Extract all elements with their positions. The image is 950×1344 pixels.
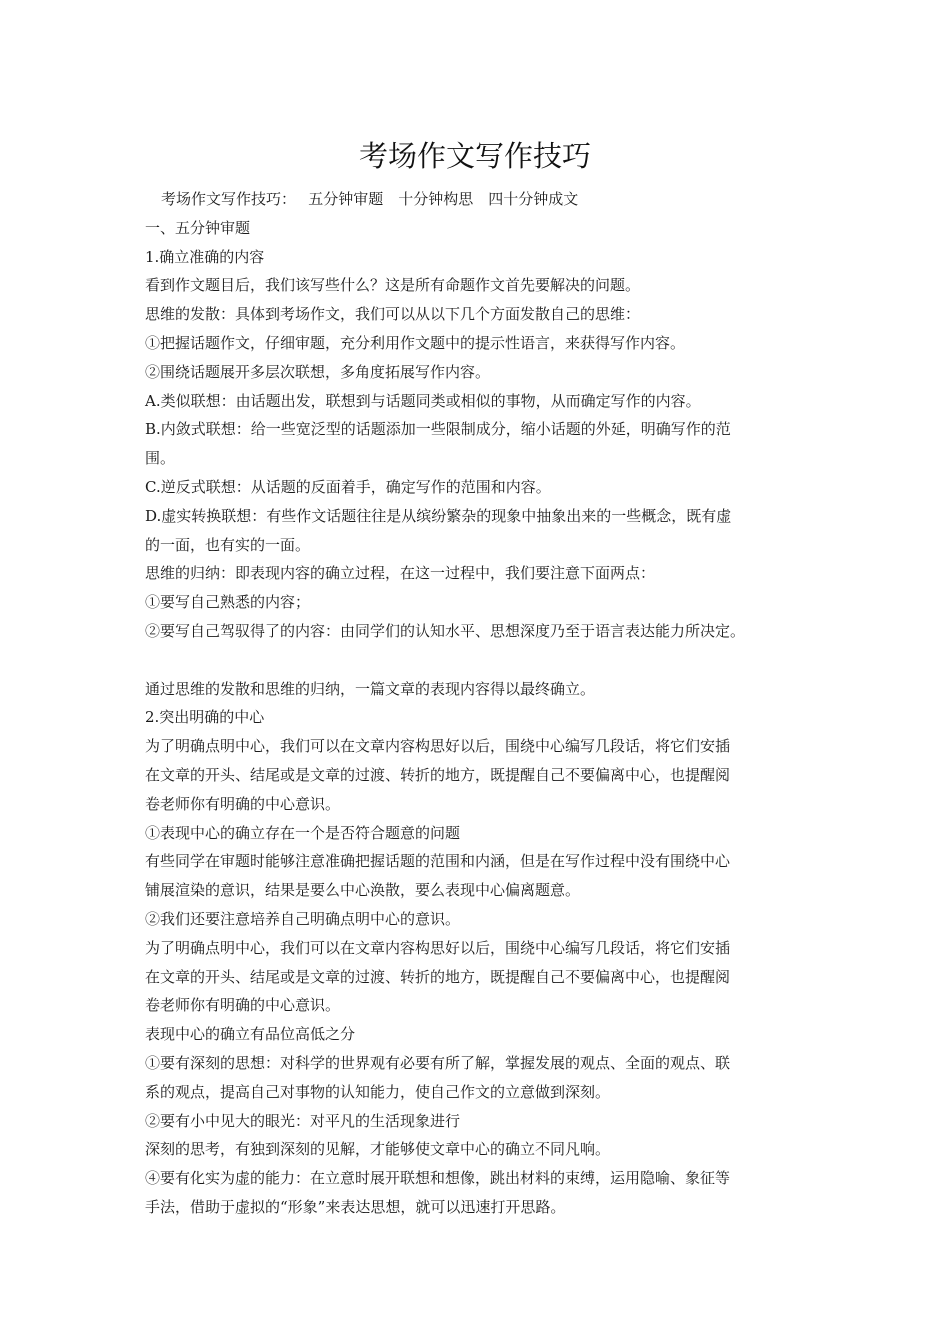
text-line: A.类似联想：由话题出发，联想到与话题同类或相似的事物，从而确定写作的内容。: [145, 391, 701, 410]
text-line: ②要有小中见大的眼光：对平凡的生活现象进行: [145, 1111, 461, 1130]
text-line: 的一面，也有实的一面。: [145, 535, 311, 554]
text-line: 看到作文题目后，我们该写些什么？这是所有命题作文首先要解决的问题。: [145, 276, 641, 295]
text-line: C.逆反式联想：从话题的反面着手，确定写作的范围和内容。: [145, 477, 551, 496]
text-line: 有些同学在审题时能够注意准确把握话题的范围和内涵，但是在写作过程中没有围绕中心: [145, 852, 731, 871]
text-line: 在文章的开头、结尾或是文章的过渡、转折的地方，既提醒自己不要偏离中心，也提醒阅: [145, 967, 731, 986]
text-line: ①表现中心的确立存在一个是否符合题意的问题: [145, 823, 461, 842]
text-line: ②要写自己驾驭得了的内容：由同学们的认知水平、思想深度乃至于语言表达能力所决定。: [145, 621, 746, 640]
document-title: 考场作文写作技巧: [358, 139, 591, 173]
text-line: 一、五分钟审题: [145, 218, 251, 237]
text-line: ①把握话题作文，仔细审题，充分利用作文题中的提示性语言，来获得写作内容。: [145, 333, 686, 352]
text-line: [145, 646, 825, 675]
text-line: 深刻的思考，有独到深刻的见解，才能够使文章中心的确立不同凡响。: [145, 1140, 611, 1159]
text-line: 卷老师你有明确的中心意识。: [145, 794, 341, 813]
text-line: B.内敛式联想：给一些宽泛型的话题添加一些限制成分，缩小话题的外延，明确写作的范: [145, 420, 731, 439]
text-line: ①要有深刻的思想：对科学的世界观有必要有所了解，掌握发展的观点、全面的观点、联: [145, 1053, 731, 1072]
text-line: 表现中心的确立有品位高低之分: [145, 1025, 356, 1044]
text-line: 思维的发散：具体到考场作文，我们可以从以下几个方面发散自己的思维：: [145, 305, 641, 324]
text-line: 系的观点，提高自己对事物的认知能力，使自己作文的立意做到深刻。: [145, 1082, 611, 1101]
text-line: 思维的归纳：即表现内容的确立过程，在这一过程中，我们要注意下面两点：: [145, 564, 656, 583]
text-line: 铺展渲染的意识，结果是要么中心涣散，要么表现中心偏离题意。: [145, 881, 581, 900]
text-line: 在文章的开头、结尾或是文章的过渡、转折的地方，既提醒自己不要偏离中心，也提醒阅: [145, 765, 731, 784]
text-line: ②我们还要注意培养自己明确点明中心的意识。: [145, 909, 461, 928]
document-body: [145, 185, 825, 1222]
text-line: 通过思维的发散和思维的归纳，一篇文章的表现内容得以最终确立。: [145, 679, 596, 698]
text-line: 为了明确点明中心，我们可以在文章内容构思好以后，围绕中心编写几段话，将它们安插: [145, 737, 731, 756]
text-line: 为了明确点明中心，我们可以在文章内容构思好以后，围绕中心编写几段话，将它们安插: [145, 938, 731, 957]
text-line: ④要有化实为虚的能力：在立意时展开联想和想像，跳出材料的束缚，运用隐喻、象征等: [145, 1169, 731, 1188]
text-line: D.虚实转换联想：有些作文话题往往是从缤纷繁杂的现象中抽象出来的一些概念，既有虚: [145, 506, 732, 525]
text-line: 围。: [145, 449, 176, 468]
intro-line: 考场作文写作技巧： 五分钟审题 十分钟构思 四十分钟成文: [161, 190, 579, 208]
text-line: ①要写自己熟悉的内容；: [145, 593, 311, 612]
text-line: 手法，借助于虚拟的“形象”来表达思想，就可以迅速打开思路。: [145, 1197, 566, 1216]
text-line: 卷老师你有明确的中心意识。: [145, 996, 341, 1015]
text-line: 2.突出明确的中心: [145, 708, 265, 727]
text-line: 1.确立准确的内容: [145, 247, 265, 266]
text-line: ②围绕话题展开多层次联想，多角度拓展写作内容。: [145, 362, 491, 381]
